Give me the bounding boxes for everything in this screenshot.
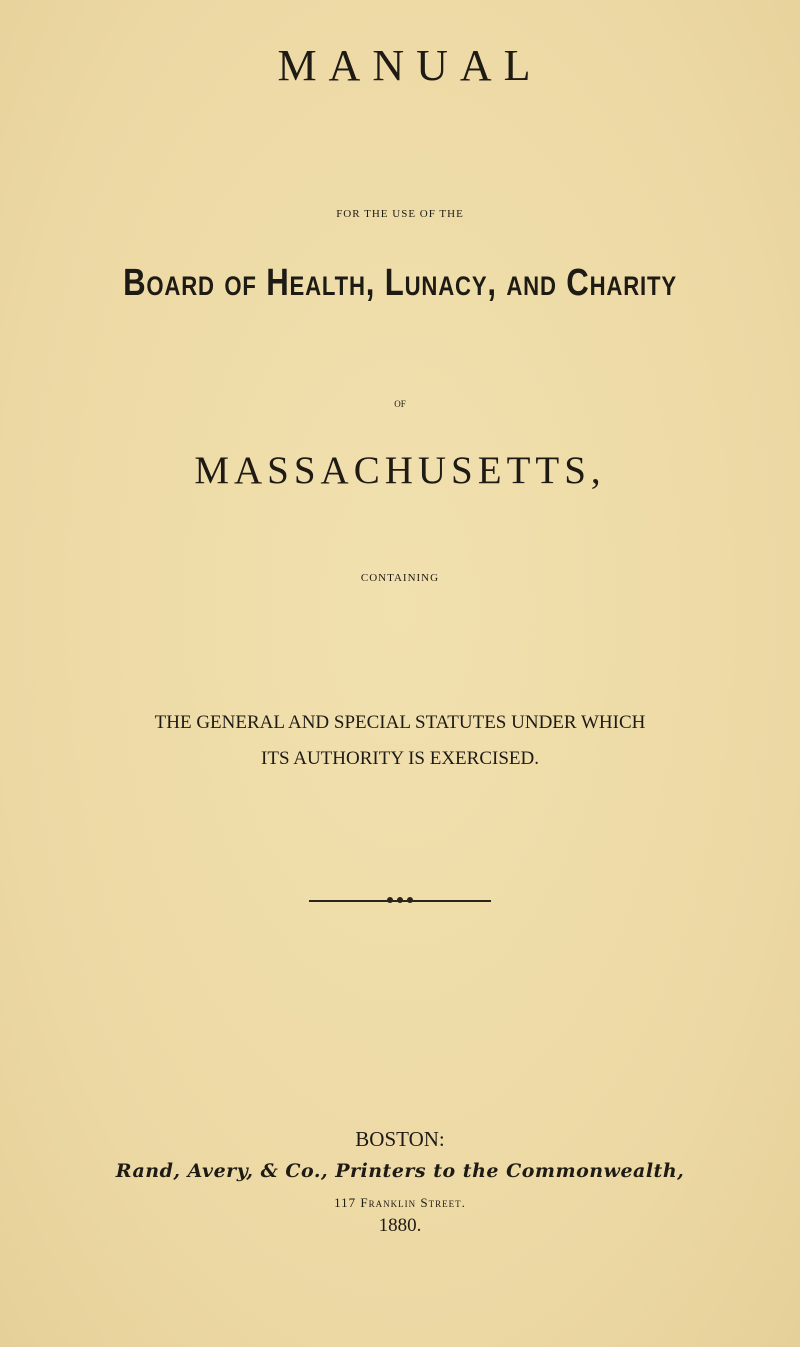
- containing-text: CONTAINING: [360, 572, 440, 584]
- imprint-year: 1880.: [378, 1215, 422, 1236]
- imprint-city: BOSTON:: [355, 1127, 445, 1151]
- state-name: MASSACHUSETTS,: [194, 449, 606, 492]
- manual-title: MANUAL: [277, 41, 543, 90]
- board-name: Board of Health, Lunacy, and Charity: [123, 262, 677, 304]
- imprint-printer: Rand, Avery, & Co., Printers to the Commonwealth,: [115, 1160, 685, 1182]
- for-the-use-of-text: FOR THE USE OF THE: [336, 208, 464, 220]
- ornamental-rule: [309, 900, 491, 902]
- of-text: OF: [394, 399, 406, 409]
- statutes-line-2: ITS AUTHORITY IS EXERCISED.: [261, 748, 539, 769]
- statutes-line-1: THE GENERAL AND SPECIAL STATUTES UNDER WHICH: [154, 712, 646, 733]
- imprint-address: 117 Franklin Street.: [334, 1195, 466, 1210]
